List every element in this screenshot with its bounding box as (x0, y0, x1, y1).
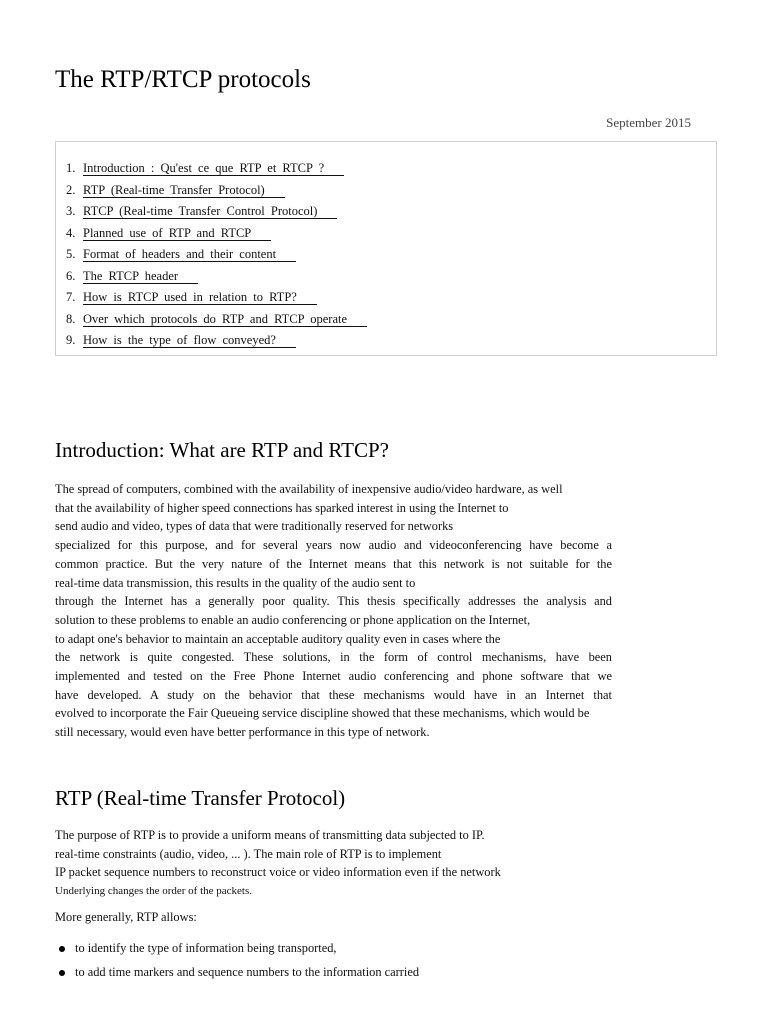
toc-link[interactable]: Planned use of RTP and RTCP (83, 226, 271, 241)
text-line: solution to these problems to enable an audio conferencing or phone application on the Internet, (55, 612, 531, 627)
text-line: to adapt one's behavior to maintain an acceptable auditory quality even in cases where the (55, 631, 501, 646)
toc-list (56, 142, 716, 352)
toc-item (66, 180, 716, 202)
toc-item-number: 7. (66, 290, 76, 304)
toc-item (66, 309, 716, 331)
toc-item (66, 244, 716, 266)
text-line: real-time constraints (audio, video, ... ). The main role of RTP is to implement (55, 846, 442, 861)
toc-item-number: 6. (66, 268, 76, 283)
toc-item (66, 158, 716, 180)
toc-link[interactable]: Format of headers and their content (83, 247, 296, 262)
toc-link[interactable]: The RTCP header (83, 269, 198, 284)
text-line: that the availability of higher speed connections has sparked interest in using the Internet to (55, 500, 509, 515)
text-line: common practice. But the very nature of the Internet means that this network is not suitable for the (55, 556, 612, 571)
toc-link[interactable]: RTP (Real-time Transfer Protocol) (83, 183, 285, 198)
text-line: specialized for this purpose, and for several years now audio and videoconferencing have become a (55, 538, 612, 553)
toc-item-number: 2. (66, 182, 76, 197)
bullet-text: to identify the type of information being transported, (75, 941, 337, 955)
toc-link[interactable]: Over which protocols do RTP and RTCP operate (83, 312, 367, 327)
rtp-bullet-list (55, 937, 419, 984)
section-heading-rtp: RTP (Real-time Transfer Protocol) (55, 786, 346, 810)
toc-link[interactable]: How is the type of flow conveyed? (83, 333, 296, 348)
toc-item-number: 8. (66, 311, 76, 326)
toc-item (66, 330, 716, 352)
toc-item-number: 5. (66, 247, 76, 261)
text-line: IP packet sequence numbers to reconstruct voice or video information even if the network (55, 865, 501, 880)
toc-item (66, 223, 716, 245)
toc-link[interactable]: RTCP (Real-time Transfer Control Protocol) (83, 204, 337, 219)
bullet-icon (59, 970, 65, 976)
text-line: still necessary, would even have better performance in this type of network. (55, 725, 430, 740)
toc-item-number: 9. (66, 333, 76, 347)
section-heading-introduction: Introduction: What are RTP and RTCP? (55, 438, 390, 462)
text-line: through the Internet has a generally poor quality. This thesis specifically addresses the analysis and (55, 594, 612, 609)
bullet-item (55, 937, 419, 961)
toc-item-number: 1. (66, 161, 76, 175)
text-line: The spread of computers, combined with the availability of inexpensive audio/video hardware, as well (55, 482, 563, 496)
text-line: Underlying changes the order of the packets. (55, 885, 253, 898)
text-line: implemented and tested on the Free Phone Internet audio conferencing and phone software that we (55, 669, 612, 684)
text-line: have developed. A study on the behavior that these mechanisms would have in an Internet that (55, 687, 612, 702)
toc-item-number: 3. (66, 204, 76, 218)
toc-link[interactable]: Introduction : Qu'est ce que RTP et RTCP ? (83, 161, 344, 176)
rtp-more-generally: More generally, RTP allows: (55, 910, 197, 924)
bullet-item (55, 961, 419, 985)
bullet-icon (59, 946, 65, 952)
text-line: send audio and video, types of data that were traditionally reserved for networks (55, 519, 454, 534)
publication-date: September 2015 (606, 115, 691, 130)
toc-item (66, 201, 716, 223)
page-title: The RTP/RTCP protocols (55, 66, 311, 93)
text-line: The purpose of RTP is to provide a uniform means of transmitting data subjected to IP. (55, 828, 485, 842)
toc-item (66, 287, 716, 309)
rtp-paragraph (55, 826, 715, 901)
toc-link[interactable]: How is RTCP used in relation to RTP? (83, 290, 317, 305)
text-line: real-time data transmission, this results in the quality of the audio sent to (55, 575, 416, 590)
bullet-text: to add time markers and sequence numbers to the information carried (75, 964, 420, 979)
toc-item (66, 266, 716, 288)
table-of-contents (55, 141, 717, 356)
text-line: evolved to incorporate the Fair Queueing service discipline showed that these mechanisms, which would be (55, 706, 590, 721)
toc-item-number: 4. (66, 225, 76, 240)
introduction-paragraph (55, 480, 715, 742)
text-line: the network is quite congested. These solutions, in the form of control mechanisms, have been (55, 650, 612, 665)
